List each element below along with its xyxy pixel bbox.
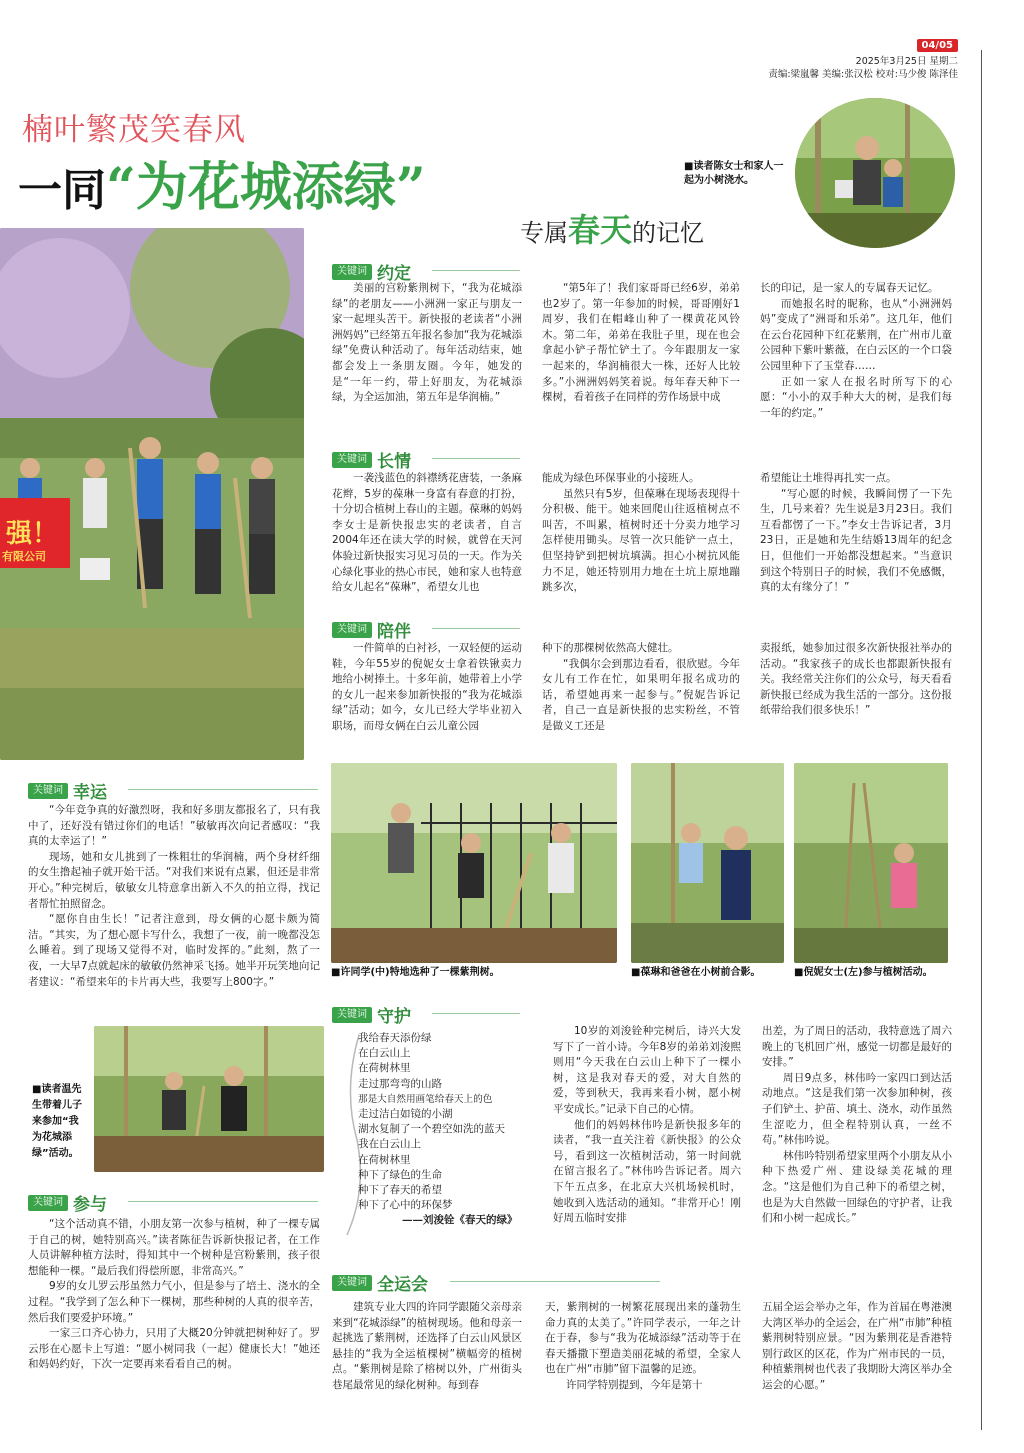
paragraph: 9岁的女儿罗云彤虽然力气小，但是参与了培土、浇水的全过程。“我学到了怎么种下一棵树，那些种树的人真的很辛苦，然后我们要爱护环境。” <box>28 1280 320 1324</box>
poem-line: 种下了绿色的生命 <box>358 1168 442 1181</box>
poem-line: 我给春天添份绿 <box>358 1032 432 1044</box>
peiban-col1 <box>332 641 522 735</box>
photo-wen-father-son <box>94 1026 324 1172</box>
changqing-col2 <box>542 471 740 596</box>
paragraph: 10岁的刘浚铨种完树后，诗兴大发写下了一首小诗。今年8岁的弟弟刘浚熙则用“今天我在白云山上种下了一棵小树，这是我对春天的爱，对大自然的爱，等到秋天，我再来看小树，愿小树平安成长。”记录下自己的心情。 <box>553 1025 741 1115</box>
caption-nini: ■倪妮女士(左)参与植树活动。 <box>794 967 933 978</box>
shouhu-col3 <box>762 1024 952 1227</box>
photo-xu-art <box>331 763 617 963</box>
keyword-tag: 关键词 <box>332 264 372 280</box>
paragraph: “今年竞争真的好激烈呀，我和好多朋友都报名了，只有我中了，还好没有错过你们的电话！”敏敏再次向记者感叹：“我真的太幸运了！” <box>28 804 320 848</box>
poem-line: 走过那弯弯的山路 <box>358 1077 442 1090</box>
editors-line: 责编:梁嵐馨 美编:张汉松 校对:马少俊 陈泽佳 <box>768 69 958 80</box>
photo-family-watering <box>795 98 955 248</box>
paragraph: “我偶尔会到那边看看，很欣慰。今年女儿有工作在忙，如果明年报名成功的话，希望她再来一起参与。”倪妮告诉记者，自己一直是新快报的忠实粉丝，不管是做义工还是 <box>542 657 740 732</box>
paragraph: 长的印记，是一家人的专属春天记忆。 <box>760 282 939 294</box>
paragraph: “写心愿的时候，我瞬间愣了一下先生，几号来着？先生说是3月23日。我们互看都愣了一下。”李女士告诉记者，3月23日，正是她和先生结婚13周年的纪念日，但他们一开始都没想起来。“当意识到这个特别日子的时候，我们不免感慨，真的太有缘分了！” <box>760 487 952 594</box>
changqing-col3 <box>760 471 952 596</box>
quanyunhui-col2 <box>545 1300 741 1394</box>
section-title-quanyunhui: 全运会 <box>377 1275 428 1295</box>
subtitle-b: 春天 <box>568 211 633 249</box>
paragraph: “愿你自由生长！”记者注意到，母女俩的心愿卡颇为简洁。“其实，为了想心愿卡写什么，我想了一夜，前一晚都没怎么睡着。到了现场又觉得不对，临时发挥的。”此刻，熬了一夜，一大早7点就起床的敏敏仍然神采飞扬。她半开玩笑地向记者建议：“希望来年的卡片再大些，我要写上800字。” <box>28 913 320 988</box>
caption-top-photo: ■读者陈女士和家人一起为小树浇水。 <box>684 161 784 186</box>
divider <box>432 270 520 271</box>
yueding-col1 <box>332 281 522 406</box>
photo-xu-planting <box>331 763 617 963</box>
photo-group-planting <box>0 228 304 760</box>
canyu-text <box>28 1217 320 1373</box>
yueding-col3 <box>760 281 952 421</box>
section-title-peiban: 陪伴 <box>377 622 411 642</box>
date-line: 2025年3月25日 星期二 <box>855 56 958 67</box>
paragraph: 林伟吟特别希望家里两个小朋友从小种下热爱广州、建设绿美花城的理念。“这是他们为自己种下的希望之树，也是为大自然做一回绿色的守护者，让我们和小树一起成长。” <box>762 1149 952 1225</box>
poem-line: 种下了春天的希望 <box>358 1184 442 1197</box>
headline-title-pre: 一同 <box>18 165 106 216</box>
paragraph: 正如一家人在报名时所写下的心愿：“小小的双手种大大的树，是我们每一年的约定。” <box>760 375 952 419</box>
keyword-tag: 关键词 <box>332 622 372 638</box>
page-number-badge <box>917 33 958 52</box>
caption-baolin: ■葆琳和爸爸在小树前合影。 <box>631 967 761 978</box>
poem-line: 走过洁白如镜的小湖 <box>358 1108 453 1121</box>
keyword-tag: 关键词 <box>332 1007 372 1023</box>
paragraph: “第5年了！我们家哥哥已经6岁，弟弟也2岁了。第一年参加的时候，哥哥刚好1周岁，我们在帽峰山种了一棵黄花风铃木。第二年，弟弟在我肚子里，现在也会拿起小铲子帮忙铲土了。今年跟朋友一家一起来的，华润楠很大一株，还好人比较多。”小洲洲妈妈笑着说。每年春天种下一棵树，看着孩子在同样的劳作场景中成 <box>542 282 740 404</box>
paragraph: 能成为绿色环保事业的小接班人。 <box>542 472 700 484</box>
divider <box>432 1013 520 1014</box>
poem-block <box>358 1031 548 1229</box>
keyword-tag: 关键词 <box>28 783 68 799</box>
keyword-tag: 关键词 <box>28 1195 68 1211</box>
banner-text: 强！ <box>6 519 59 549</box>
paragraph: 天，紫荆树的一树繁花展现出来的蓬勃生命力真的太美了。”许同学表示，一年之计在于春，参与“我为花城添绿”活动等于在春天播撒下塑造美丽花城的希望，全家人也在广州“市肺”留下温馨的足迹。 <box>545 1301 741 1376</box>
poem-line: 在白云山上 <box>358 1047 411 1060</box>
right-margin-rule <box>981 50 982 1430</box>
photo-wen-art <box>94 1026 324 1172</box>
paragraph: 建筑专业大四的许同学跟随父亲母亲来到“花城添绿”的植树现场。他和母亲一起挑选了紫荆树，还选择了白云山风景区悬挂的“我为全运植棵树”横幅旁的植树点。“紫荆树是除了榕树以外，广州街头巷尾最常见的绿化树种。每到春 <box>332 1301 522 1391</box>
changqing-col1 <box>332 471 522 596</box>
paragraph: 五届全运会举办之年，作为首届在粤港澳大湾区举办的全运会，在广州“市肺”种植紫荆树特别应景。“因为紫荆花是香港特别行政区的区花，作为广州市民的一员，种植紫荆树也代表了我期盼大湾区举办全运会的心愿。” <box>762 1301 952 1391</box>
poem-line: 那是大自然用画笔给春天上的色 <box>358 1093 493 1105</box>
poem-line: 在荷树林里 <box>358 1062 411 1075</box>
paragraph: 一袭浅蓝色的斜襟绣花唐装，一条麻花辫，5岁的葆琳一身富有春意的打扮，十分切合植树上春山的主题。葆琳的妈妈李女士是新快报忠实的老读者，自言2004年还在读大学的时候，就曾在天河体验过新快报实习见习员的一天。作为关心绿化事业的热心市民，她和家人也特意给女儿起名“葆琳”，希望女儿也 <box>332 472 522 594</box>
paragraph: “这个活动真不错，小朋友第一次参与植树，种了一棵专属于自己的树，她特别高兴。”读者陈征告诉新快报记者，在工作人员讲解种植方法时，得知其中一个树种是宫粉紫荆，孩子很想能种一棵。“最后我们得偿所愿，非常高兴。” <box>28 1218 320 1277</box>
shouhu-col2 <box>553 1024 741 1227</box>
keyword-tag: 关键词 <box>332 452 372 468</box>
paragraph: 卖报纸，她参加过很多次新快报社举办的活动。“我家孩子的成长也都跟新快报有关。我经常关注你们的公众号，每天看看新快报已经成为我生活的一部分。这份报纸带给我们很多快乐！” <box>760 642 952 717</box>
photo-nini-art <box>794 763 948 963</box>
section-title-canyu: 参与 <box>73 1195 107 1215</box>
peiban-col2 <box>542 641 740 735</box>
paragraph: 他们的妈妈林伟吟是新快报多年的读者，“我一直关注着《新快报》的公众号，看到这一次植树活动，第一时间就在留言报名了。”林伟吟告诉记者。周六下午五点多，在北京大兴机场候机时，她收到入选活动的通知。“非常开心！刚好周五临时安排 <box>553 1118 741 1225</box>
yueding-col2 <box>542 281 740 406</box>
xingyun-text <box>28 803 320 990</box>
section-header-quanyunhui <box>332 1270 428 1295</box>
headline-title <box>18 145 426 220</box>
section-title-shouhu: 守护 <box>377 1007 411 1027</box>
headline-title-main: “为花城添绿” <box>106 157 426 218</box>
poem-line: 湖水复制了一个碧空如洗的蓝天 <box>358 1123 505 1136</box>
photo-family-watering-art <box>795 98 955 248</box>
section-header-shouhu <box>332 1002 411 1027</box>
photo-baolin-father <box>631 763 784 963</box>
section-header-xingyun <box>28 778 107 803</box>
peiban-col3 <box>760 641 952 719</box>
divider <box>128 789 318 790</box>
section-title-changqing: 长情 <box>377 452 411 472</box>
divider <box>432 458 520 459</box>
paragraph: 许同学特别提到，今年是第十 <box>566 1378 703 1391</box>
quanyunhui-col1 <box>332 1300 522 1394</box>
paragraph: 一家三口齐心协力，只用了大概20分钟就把树种好了。罗云彤在心愿卡上写道：“愿小树同我（一起）健康长大！”她还和妈妈约好，下次一定要再来看看自己的树。 <box>28 1327 320 1371</box>
photo-baolin-art <box>631 763 784 963</box>
photo-group-planting-art <box>0 228 304 760</box>
poem-line: 种下了心中的环保梦 <box>358 1199 453 1212</box>
divider <box>450 1281 660 1282</box>
paragraph: 周日9点多，林伟吟一家四口到达活动地点。“这是我们第一次参加种树，孩子们铲土、护苗、填土、浇水，动作虽然生涩吃力，但全程特别认真，一丝不苟。”林伟吟说。 <box>762 1071 952 1147</box>
paragraph: 虽然只有5岁，但葆琳在现场表现得十分积极、能干。她来回爬山往返植树点不叫苦，不叫累，植树时还十分卖力地学习怎样使用锄头。尽管一次只能铲一点土，但坚持铲到把树坑填满。担心小树抗风能力不足，她还特别用力地在土坑上原地蹦跳多次， <box>542 487 740 594</box>
section-header-peiban <box>332 617 411 642</box>
banner-subtext: 有限公司 <box>2 550 46 563</box>
section-header-canyu <box>28 1190 107 1215</box>
paragraph: 美丽的宫粉紫荆树下，“我为花城添绿”的老朋友——小洲洲一家正与朋友一家一起埋头苦干。新快报的老读者“小洲洲妈妈”已经第五年报名参加“我为花城添绿”免费认种活动了。每年活动结束，她都会发上一条朋友圈。今年，她发的是“一年一约，带上好朋友，为花城添绿，为全运加油，第五年是华润楠。” <box>332 282 522 404</box>
paragraph: 而她报名时的昵称，也从“小洲洲妈妈”变成了“洲哥和乐弟”。这几年，他们在云台花园种下红花紫荆，在广州市儿童公园种下紫叶紫薇，在白云区的一个口袋公园里种下了玉堂春…… <box>760 297 952 372</box>
section-header-changqing <box>332 447 411 472</box>
headline-kicker: 楠叶繁茂笑春风 <box>22 112 246 148</box>
photo-nini-planting <box>794 763 948 963</box>
keyword-tag: 关键词 <box>332 1275 372 1291</box>
subtitle-a: 专属 <box>520 219 568 247</box>
headline-subtitle <box>520 205 704 251</box>
caption-wen: ■读者温先生带着儿子来参加“我为花城添绿”活动。 <box>32 1084 82 1159</box>
section-title-xingyun: 幸运 <box>73 783 107 803</box>
poem-line: 我在白云山上 <box>358 1138 421 1151</box>
caption-xu: ■许同学(中)特地选种了一棵紫荆树。 <box>331 967 500 978</box>
paragraph: 出差，为了周日的活动，我特意选了周六晚上的飞机回广州，感觉一切都是最好的安排。” <box>762 1025 952 1069</box>
paragraph: 种下的那棵树依然高大健壮。 <box>542 642 679 654</box>
divider <box>128 1201 318 1202</box>
poem-signature: ——刘浚铨《春天的绿》 <box>402 1214 518 1227</box>
divider <box>432 628 520 629</box>
quanyunhui-col3 <box>762 1300 952 1394</box>
section-title-yueding: 约定 <box>377 264 411 284</box>
paragraph: 希望能让土堆得再扎实一点。 <box>760 472 897 484</box>
page-number: 04/05 <box>917 39 958 52</box>
paragraph: 现场，她和女儿挑到了一株粗壮的华润楠，两个身材纤细的女生撸起袖子就开始干活。“对我们来说有点累，但还是非常开心。”种完树后，敏敏女儿特意拿出新入不久的拍立得，找记者帮忙拍照留念。 <box>28 850 320 910</box>
subtitle-c: 的记忆 <box>632 219 705 247</box>
paragraph: 一件简单的白衬衫，一双轻便的运动鞋，今年55岁的倪妮女士拿着铁锹卖力地给小树捧土。十多年前，她带着上小学的女儿一起来参加新快报的“我为花城添绿”活动；如今，女儿已经大学毕业初入职场，而母女俩在白云儿童公园 <box>332 642 522 732</box>
poem-line: 在荷树林里 <box>358 1153 411 1166</box>
